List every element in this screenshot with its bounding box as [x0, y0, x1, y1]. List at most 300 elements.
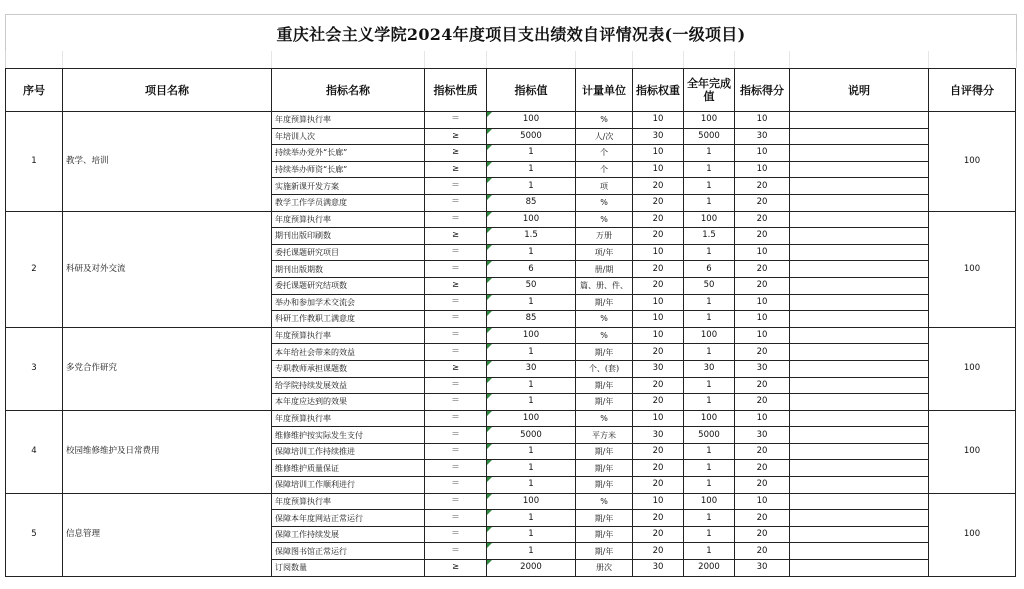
score-cell[interactable]: 10 — [735, 311, 790, 328]
note-cell[interactable] — [790, 344, 929, 361]
green-corner-marker — [487, 494, 492, 499]
indicator-cell[interactable]: 举办和参加学术交流会 — [272, 294, 425, 311]
value-cell[interactable] — [487, 244, 576, 261]
seq-cell[interactable]: 1 — [6, 112, 63, 212]
header-weight[interactable]: 指标权重 — [633, 69, 684, 112]
weight-cell[interactable]: 20 — [633, 277, 684, 294]
indicator-cell[interactable]: 订阅数量 — [272, 560, 425, 577]
weight-cell[interactable]: 20 — [633, 344, 684, 361]
nature-cell[interactable]: ≥ — [425, 228, 487, 245]
score-cell[interactable]: 20 — [735, 543, 790, 560]
project-name-cell[interactable]: 校园维修维护及日常费用 — [63, 410, 272, 493]
indicator-cell[interactable]: 委托课题研究项目 — [272, 244, 425, 261]
note-cell[interactable] — [790, 443, 929, 460]
weight-cell[interactable]: 20 — [633, 261, 684, 278]
weight-cell[interactable]: 30 — [633, 427, 684, 444]
value-text: 1 — [528, 296, 534, 307]
value-text: 100 — [522, 330, 540, 341]
weight-cell[interactable]: 10 — [633, 145, 684, 162]
header-project[interactable]: 项目名称 — [63, 69, 272, 112]
header-note[interactable]: 说明 — [790, 69, 929, 112]
note-cell[interactable] — [790, 477, 929, 494]
completed-cell[interactable]: 6 — [684, 261, 735, 278]
nature-cell[interactable]: ＝ — [425, 477, 487, 494]
unit-cell[interactable]: 人/次 — [576, 128, 633, 145]
nature-cell[interactable]: ＝ — [425, 377, 487, 394]
unit-cell[interactable]: 册/期 — [576, 261, 633, 278]
weight-cell[interactable]: 20 — [633, 377, 684, 394]
score-cell[interactable]: 20 — [735, 394, 790, 411]
value-cell[interactable] — [487, 311, 576, 328]
header-self-score[interactable]: 自评得分 — [929, 69, 1016, 112]
value-cell[interactable] — [487, 194, 576, 211]
indicator-cell[interactable]: 年度预算执行率 — [272, 211, 425, 228]
value-text: 1 — [528, 180, 534, 191]
indicator-cell[interactable]: 维修维护按实际发生支付 — [272, 427, 425, 444]
weight-cell[interactable]: 10 — [633, 294, 684, 311]
weight-cell[interactable]: 10 — [633, 311, 684, 328]
seq-cell[interactable]: 5 — [6, 493, 63, 576]
project-name-cell[interactable]: 教学、培训 — [63, 112, 272, 212]
unit-cell[interactable]: % — [576, 194, 633, 211]
nature-cell[interactable]: ≥ — [425, 277, 487, 294]
completed-cell[interactable]: 100 — [684, 112, 735, 129]
unit-cell[interactable]: 期/年 — [576, 477, 633, 494]
note-cell[interactable] — [790, 510, 929, 527]
unit-cell[interactable]: % — [576, 327, 633, 344]
completed-cell[interactable]: 100 — [684, 327, 735, 344]
green-corner-marker — [487, 394, 492, 399]
nature-cell[interactable]: ＝ — [425, 493, 487, 510]
score-cell[interactable]: 30 — [735, 560, 790, 577]
unit-cell[interactable]: 期/年 — [576, 344, 633, 361]
completed-cell[interactable]: 2000 — [684, 560, 735, 577]
indicator-cell[interactable]: 委托课题研究结项数 — [272, 277, 425, 294]
value-cell[interactable] — [487, 477, 576, 494]
self-score-cell[interactable]: 100 — [929, 410, 1016, 493]
indicator-cell[interactable]: 专职教师承担课题数 — [272, 360, 425, 377]
note-cell[interactable] — [790, 261, 929, 278]
note-cell[interactable] — [790, 228, 929, 245]
green-corner-marker — [487, 278, 492, 283]
value-cell[interactable] — [487, 493, 576, 510]
unit-cell[interactable]: % — [576, 493, 633, 510]
unit-cell[interactable]: 万册 — [576, 228, 633, 245]
value-text: 1 — [528, 529, 534, 540]
nature-cell[interactable]: ≥ — [425, 128, 487, 145]
indicator-cell[interactable]: 年度预算执行率 — [272, 112, 425, 129]
score-cell[interactable]: 20 — [735, 477, 790, 494]
value-cell[interactable] — [487, 394, 576, 411]
green-corner-marker — [487, 427, 492, 432]
weight-cell[interactable]: 20 — [633, 460, 684, 477]
indicator-cell[interactable]: 教学工作学员满意度 — [272, 194, 425, 211]
header-seq[interactable]: 序号 — [6, 69, 63, 112]
completed-cell[interactable]: 1 — [684, 344, 735, 361]
completed-cell[interactable]: 1 — [684, 526, 735, 543]
completed-cell[interactable]: 1 — [684, 178, 735, 195]
completed-cell[interactable]: 1 — [684, 443, 735, 460]
green-corner-marker — [487, 145, 492, 150]
nature-cell[interactable]: ＝ — [425, 443, 487, 460]
indicator-cell[interactable]: 保障本年度网站正常运行 — [272, 510, 425, 527]
green-corner-marker — [487, 378, 492, 383]
weight-cell[interactable]: 10 — [633, 410, 684, 427]
green-corner-marker — [487, 129, 492, 134]
table-row — [6, 493, 1016, 510]
weight-cell[interactable]: 20 — [633, 394, 684, 411]
seq-cell[interactable]: 4 — [6, 410, 63, 493]
score-cell[interactable]: 20 — [735, 228, 790, 245]
indicator-cell[interactable]: 年度预算执行率 — [272, 493, 425, 510]
unit-cell[interactable]: 个、(套) — [576, 360, 633, 377]
value-text: 50 — [525, 280, 537, 291]
unit-cell[interactable]: % — [576, 410, 633, 427]
header-nature[interactable]: 指标性质 — [425, 69, 487, 112]
score-cell[interactable]: 10 — [735, 493, 790, 510]
value-text: 1 — [528, 396, 534, 407]
score-cell[interactable]: 30 — [735, 360, 790, 377]
green-corner-marker — [487, 112, 492, 117]
note-cell[interactable] — [790, 128, 929, 145]
indicator-cell[interactable]: 本年度应达到的效果 — [272, 394, 425, 411]
green-corner-marker — [487, 460, 492, 465]
note-cell[interactable] — [790, 327, 929, 344]
green-corner-marker — [487, 560, 492, 565]
seq-cell[interactable]: 2 — [6, 211, 63, 327]
value-cell[interactable] — [487, 377, 576, 394]
green-corner-marker — [487, 245, 492, 250]
note-cell[interactable] — [790, 244, 929, 261]
indicator-cell[interactable]: 期刊出版印刷数 — [272, 228, 425, 245]
score-cell[interactable]: 20 — [735, 460, 790, 477]
value-text: 100 — [522, 114, 540, 125]
unit-cell[interactable]: 项 — [576, 178, 633, 195]
completed-cell[interactable]: 1 — [684, 161, 735, 178]
score-cell[interactable]: 20 — [735, 377, 790, 394]
score-cell[interactable]: 30 — [735, 427, 790, 444]
value-cell[interactable] — [487, 145, 576, 162]
indicator-cell[interactable]: 保障培训工作持续推进 — [272, 443, 425, 460]
weight-cell[interactable]: 10 — [633, 493, 684, 510]
green-corner-marker — [487, 162, 492, 167]
note-cell[interactable] — [790, 427, 929, 444]
nature-cell[interactable]: ＝ — [425, 460, 487, 477]
value-text: 100 — [522, 213, 540, 224]
value-text: 1.5 — [524, 230, 538, 241]
nature-cell[interactable]: ＝ — [425, 178, 487, 195]
header-value[interactable]: 指标值 — [487, 69, 576, 112]
weight-cell[interactable]: 20 — [633, 543, 684, 560]
unit-cell[interactable]: 期/年 — [576, 543, 633, 560]
weight-cell[interactable]: 20 — [633, 228, 684, 245]
green-corner-marker — [487, 344, 492, 349]
nature-cell[interactable]: ≥ — [425, 145, 487, 162]
header-unit[interactable]: 计量单位 — [576, 69, 633, 112]
note-cell[interactable] — [790, 543, 929, 560]
nature-cell[interactable]: ＝ — [425, 344, 487, 361]
nature-cell[interactable]: ＝ — [425, 194, 487, 211]
value-text: 1 — [528, 462, 534, 473]
indicator-cell[interactable]: 保障工作持续发展 — [272, 526, 425, 543]
self-score-cell[interactable]: 100 — [929, 112, 1016, 212]
completed-cell[interactable]: 1.5 — [684, 228, 735, 245]
value-cell[interactable] — [487, 443, 576, 460]
note-cell[interactable] — [790, 410, 929, 427]
nature-cell[interactable]: ＝ — [425, 543, 487, 560]
score-cell[interactable]: 20 — [735, 178, 790, 195]
unit-cell[interactable]: 期/年 — [576, 526, 633, 543]
green-corner-marker — [487, 510, 492, 515]
indicator-cell[interactable]: 本年给社会带来的效益 — [272, 344, 425, 361]
score-cell[interactable]: 20 — [735, 211, 790, 228]
note-cell[interactable] — [790, 311, 929, 328]
green-corner-marker — [487, 228, 492, 233]
header-indicator[interactable]: 指标名称 — [272, 69, 425, 112]
weight-cell[interactable]: 10 — [633, 112, 684, 129]
nature-cell[interactable]: ＝ — [425, 261, 487, 278]
score-cell[interactable]: 20 — [735, 443, 790, 460]
green-corner-marker — [487, 527, 492, 532]
note-cell[interactable] — [790, 145, 929, 162]
unit-cell[interactable]: 期/年 — [576, 394, 633, 411]
value-text: 1 — [528, 379, 534, 390]
weight-cell[interactable]: 20 — [633, 526, 684, 543]
nature-cell[interactable]: ＝ — [425, 526, 487, 543]
green-corner-marker — [487, 543, 492, 548]
nature-cell[interactable]: ≥ — [425, 161, 487, 178]
nature-cell[interactable]: ＝ — [425, 244, 487, 261]
nature-cell[interactable]: ＝ — [425, 112, 487, 129]
note-cell[interactable] — [790, 112, 929, 129]
unit-cell[interactable]: 个 — [576, 145, 633, 162]
score-cell[interactable]: 10 — [735, 112, 790, 129]
unit-cell[interactable]: 篇、册、件、 — [576, 277, 633, 294]
unit-cell[interactable]: % — [576, 112, 633, 129]
value-text: 85 — [525, 313, 537, 324]
value-cell[interactable] — [487, 360, 576, 377]
weight-cell[interactable]: 20 — [633, 510, 684, 527]
weight-cell[interactable]: 20 — [633, 178, 684, 195]
green-corner-marker — [487, 195, 492, 200]
completed-cell[interactable]: 1 — [684, 394, 735, 411]
unit-cell[interactable]: 期/年 — [576, 443, 633, 460]
note-cell[interactable] — [790, 460, 929, 477]
note-cell[interactable] — [790, 211, 929, 228]
value-text: 30 — [525, 363, 537, 374]
table-row — [6, 410, 1016, 427]
value-cell[interactable] — [487, 178, 576, 195]
nature-cell[interactable]: ＝ — [425, 211, 487, 228]
self-score-cell[interactable]: 100 — [929, 493, 1016, 576]
weight-cell[interactable]: 20 — [633, 477, 684, 494]
nature-cell[interactable]: ＝ — [425, 410, 487, 427]
value-text: 85 — [525, 197, 537, 208]
header-completed[interactable]: 全年完成值 — [684, 69, 735, 112]
nature-cell[interactable]: ＝ — [425, 394, 487, 411]
weight-cell[interactable]: 10 — [633, 161, 684, 178]
score-cell[interactable]: 20 — [735, 277, 790, 294]
value-cell[interactable] — [487, 410, 576, 427]
value-cell[interactable] — [487, 294, 576, 311]
value-cell[interactable] — [487, 327, 576, 344]
completed-cell[interactable]: 1 — [684, 377, 735, 394]
score-cell[interactable]: 10 — [735, 294, 790, 311]
score-cell[interactable]: 20 — [735, 344, 790, 361]
indicator-cell[interactable]: 实施新课开发方案 — [272, 178, 425, 195]
green-corner-marker — [487, 444, 492, 449]
unit-cell[interactable]: % — [576, 311, 633, 328]
completed-cell[interactable]: 1 — [684, 477, 735, 494]
value-text: 100 — [522, 412, 540, 423]
value-cell[interactable] — [487, 261, 576, 278]
note-cell[interactable] — [790, 194, 929, 211]
value-cell[interactable] — [487, 228, 576, 245]
completed-cell[interactable]: 1 — [684, 244, 735, 261]
value-cell[interactable] — [487, 560, 576, 577]
note-cell[interactable] — [790, 493, 929, 510]
completed-cell[interactable]: 1 — [684, 294, 735, 311]
weight-cell[interactable]: 30 — [633, 560, 684, 577]
header-row — [6, 69, 1016, 112]
indicator-cell[interactable]: 保障图书馆正常运行 — [272, 543, 425, 560]
unit-cell[interactable]: 期/年 — [576, 294, 633, 311]
weight-cell[interactable]: 10 — [633, 244, 684, 261]
weight-cell[interactable]: 20 — [633, 211, 684, 228]
value-text: 1 — [528, 545, 534, 556]
value-cell[interactable] — [487, 112, 576, 129]
value-cell[interactable] — [487, 128, 576, 145]
score-cell[interactable]: 10 — [735, 327, 790, 344]
self-score-cell[interactable]: 100 — [929, 327, 1016, 410]
weight-cell[interactable]: 20 — [633, 194, 684, 211]
completed-cell[interactable]: 5000 — [684, 427, 735, 444]
weight-cell[interactable]: 20 — [633, 443, 684, 460]
value-text: 1 — [528, 479, 534, 490]
note-cell[interactable] — [790, 294, 929, 311]
indicator-cell[interactable]: 年度预算执行率 — [272, 327, 425, 344]
value-cell[interactable] — [487, 427, 576, 444]
note-cell[interactable] — [790, 277, 929, 294]
project-name-cell[interactable]: 信息管理 — [63, 493, 272, 576]
completed-cell[interactable]: 100 — [684, 410, 735, 427]
value-text: 5000 — [520, 130, 542, 141]
value-cell[interactable] — [487, 543, 576, 560]
page-title: 重庆社会主义学院2024年度项目支出绩效自评情况表(一级项目) — [276, 24, 746, 44]
self-score-cell[interactable]: 100 — [929, 211, 1016, 327]
seq-cell[interactable]: 3 — [6, 327, 63, 410]
weight-cell[interactable]: 30 — [633, 128, 684, 145]
title-cell[interactable] — [5, 14, 1017, 51]
nature-cell[interactable]: ＝ — [425, 311, 487, 328]
project-name-cell[interactable]: 科研及对外交流 — [63, 211, 272, 327]
indicator-cell[interactable]: 维修维护质量保证 — [272, 460, 425, 477]
indicator-cell[interactable]: 持续举办师资“长廊” — [272, 161, 425, 178]
completed-cell[interactable]: 1 — [684, 510, 735, 527]
note-cell[interactable] — [790, 560, 929, 577]
indicator-cell[interactable]: 保障培训工作顺利进行 — [272, 477, 425, 494]
completed-cell[interactable]: 5000 — [684, 128, 735, 145]
completed-cell[interactable]: 30 — [684, 360, 735, 377]
indicator-cell[interactable]: 年培训人次 — [272, 128, 425, 145]
nature-cell[interactable]: ＝ — [425, 427, 487, 444]
nature-cell[interactable]: ＝ — [425, 510, 487, 527]
nature-cell[interactable]: ＝ — [425, 294, 487, 311]
score-cell[interactable]: 10 — [735, 244, 790, 261]
score-cell[interactable]: 10 — [735, 410, 790, 427]
value-cell[interactable] — [487, 510, 576, 527]
indicator-cell[interactable]: 期刊出版期数 — [272, 261, 425, 278]
score-cell[interactable]: 10 — [735, 145, 790, 162]
note-cell[interactable] — [790, 394, 929, 411]
completed-cell[interactable]: 1 — [684, 460, 735, 477]
green-corner-marker — [487, 411, 492, 416]
value-cell[interactable] — [487, 161, 576, 178]
score-cell[interactable]: 20 — [735, 510, 790, 527]
nature-cell[interactable]: ≥ — [425, 360, 487, 377]
green-corner-marker — [487, 261, 492, 266]
table-row — [6, 327, 1016, 344]
unit-cell[interactable]: 期/年 — [576, 377, 633, 394]
score-cell[interactable]: 20 — [735, 194, 790, 211]
score-cell[interactable]: 20 — [735, 526, 790, 543]
green-corner-marker — [487, 295, 492, 300]
unit-cell[interactable]: 期/年 — [576, 460, 633, 477]
completed-cell[interactable]: 100 — [684, 493, 735, 510]
note-cell[interactable] — [790, 377, 929, 394]
weight-cell[interactable]: 30 — [633, 360, 684, 377]
unit-cell[interactable]: 册次 — [576, 560, 633, 577]
value-text: 2000 — [520, 562, 542, 573]
score-cell[interactable]: 10 — [735, 161, 790, 178]
unit-cell[interactable]: 平方米 — [576, 427, 633, 444]
value-text: 1 — [528, 346, 534, 357]
note-cell[interactable] — [790, 360, 929, 377]
weight-cell[interactable]: 10 — [633, 327, 684, 344]
completed-cell[interactable]: 1 — [684, 311, 735, 328]
unit-cell[interactable]: % — [576, 211, 633, 228]
value-cell[interactable] — [487, 526, 576, 543]
nature-cell[interactable]: ≥ — [425, 560, 487, 577]
indicator-cell[interactable]: 年度预算执行率 — [272, 410, 425, 427]
unit-cell[interactable]: 期/年 — [576, 510, 633, 527]
value-cell[interactable] — [487, 211, 576, 228]
note-cell[interactable] — [790, 161, 929, 178]
completed-cell[interactable]: 100 — [684, 211, 735, 228]
completed-cell[interactable]: 1 — [684, 194, 735, 211]
note-cell[interactable] — [790, 178, 929, 195]
completed-cell[interactable]: 50 — [684, 277, 735, 294]
note-cell[interactable] — [790, 526, 929, 543]
indicator-cell[interactable]: 科研工作教职工满意度 — [272, 311, 425, 328]
green-corner-marker — [487, 328, 492, 333]
indicator-cell[interactable]: 给学院持续发展效益 — [272, 377, 425, 394]
nature-cell[interactable]: ＝ — [425, 327, 487, 344]
header-score[interactable]: 指标得分 — [735, 69, 790, 112]
completed-cell[interactable]: 1 — [684, 543, 735, 560]
completed-cell[interactable]: 1 — [684, 145, 735, 162]
value-cell[interactable] — [487, 277, 576, 294]
indicator-cell[interactable]: 持续举办党外“长廊” — [272, 145, 425, 162]
value-text: 1 — [528, 446, 534, 457]
score-cell[interactable]: 30 — [735, 128, 790, 145]
score-cell[interactable]: 20 — [735, 261, 790, 278]
value-cell[interactable] — [487, 460, 576, 477]
unit-cell[interactable]: 项/年 — [576, 244, 633, 261]
unit-cell[interactable]: 个 — [576, 161, 633, 178]
value-cell[interactable] — [487, 344, 576, 361]
project-name-cell[interactable]: 多党合作研究 — [63, 327, 272, 410]
